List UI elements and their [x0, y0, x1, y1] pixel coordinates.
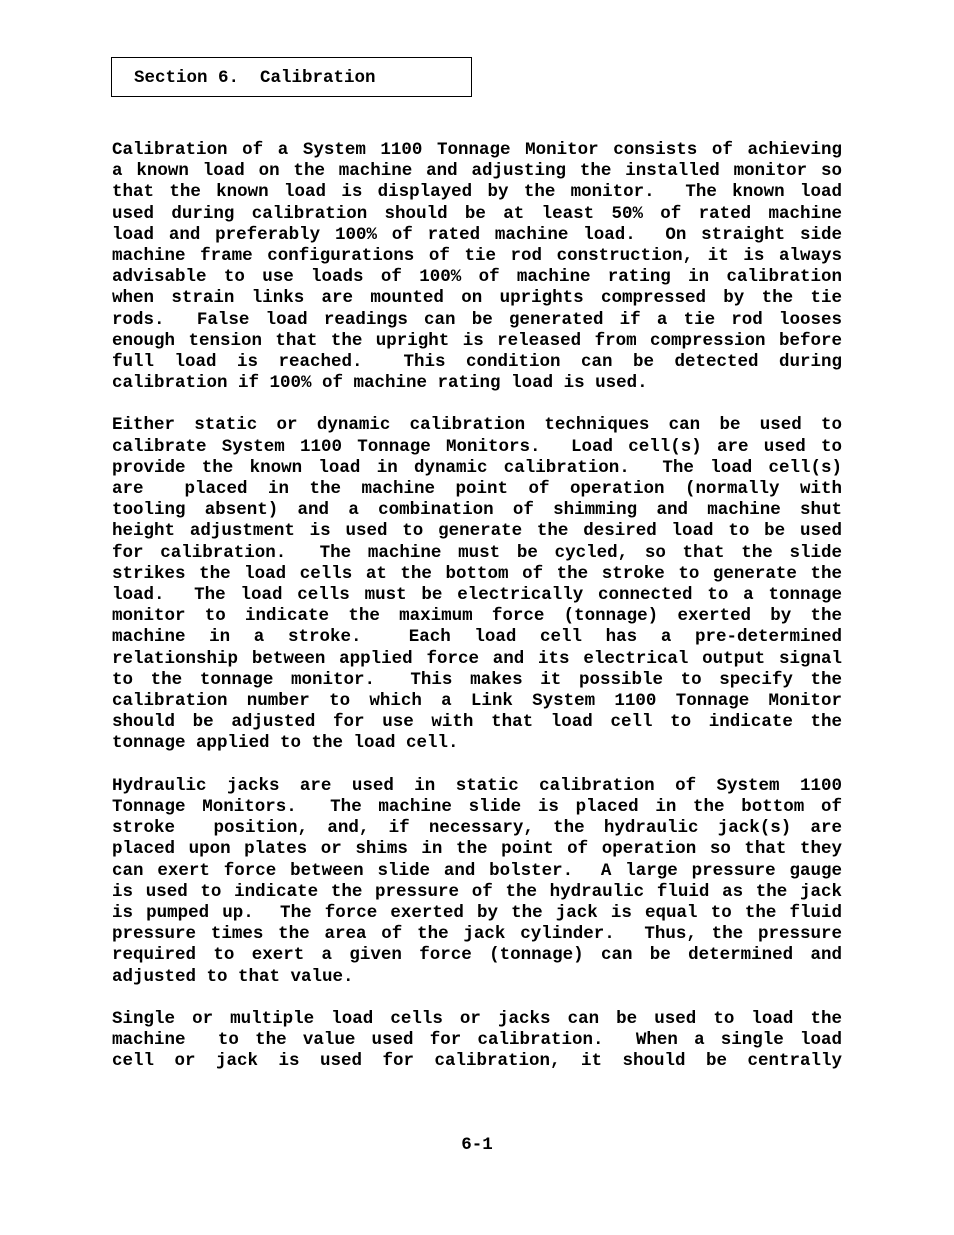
text-line: to the tonnage monitor. This makes it possible to specify the: [112, 669, 842, 690]
text-line: adjusted to that value.: [112, 966, 354, 987]
text-line: calibrate System 1100 Tonnage Monitors. Load cell(s) are used to: [112, 436, 842, 457]
section-title: Section 6. Calibration: [134, 68, 376, 88]
text-line: cell or jack is used for calibration, it should be centrally: [112, 1051, 842, 1072]
body-text: [112, 140, 842, 1093]
paragraph: [112, 776, 842, 988]
text-line: provide the known load in dynamic calibration. The load cell(s): [112, 457, 842, 478]
text-line: calibration number to which a Link System 1100 Tonnage Monitor: [112, 691, 842, 712]
text-line: placed upon plates or shims in the point of operation so that they: [112, 839, 842, 860]
text-line: should be adjusted for use with that load cell to indicate the: [112, 712, 842, 733]
section-header-box: [111, 57, 472, 97]
paragraph: [112, 140, 842, 394]
page-number: 6-1: [461, 1135, 493, 1155]
text-line: for calibration. The machine must be cycled, so that the slide: [112, 542, 842, 563]
text-line: that the known load is displayed by the monitor. The known load: [112, 182, 842, 203]
text-line: monitor to indicate the maximum force (tonnage) exerted by the: [112, 606, 842, 627]
text-line: Either static or dynamic calibration techniques can be used to: [112, 415, 842, 436]
text-line: load and preferably 100% of rated machine load. On straight side: [112, 224, 842, 245]
text-line: advisable to use loads of 100% of machine rating in calibration: [112, 267, 842, 288]
text-line: is used to indicate the pressure of the hydraulic fluid as the jack: [112, 881, 842, 902]
text-line: strikes the load cells at the bottom of the stroke to generate the: [112, 563, 842, 584]
text-line: stroke position, and, if necessary, the hydraulic jack(s) are: [112, 818, 842, 839]
text-line: tooling absent) and a combination of shimming and machine shut: [112, 500, 842, 521]
text-line: used during calibration should be at least 50% of rated machine: [112, 203, 842, 224]
paragraph: [112, 415, 842, 754]
text-line: Tonnage Monitors. The machine slide is placed in the bottom of: [112, 796, 842, 817]
text-line: machine in a stroke. Each load cell has a pre-determined: [112, 627, 842, 648]
text-line: Single or multiple load cells or jacks can be used to load the: [112, 1008, 842, 1029]
text-line: tonnage applied to the load cell.: [112, 733, 459, 754]
text-line: enough tension that the upright is released from compression before: [112, 330, 842, 351]
text-line: relationship between applied force and its electrical output signal: [112, 648, 842, 669]
text-line: rods. False load readings can be generated if a tie rod looses: [112, 309, 842, 330]
paragraph: [112, 1009, 842, 1073]
text-line: can exert force between slide and bolster. A large pressure gauge: [112, 860, 842, 881]
text-line: a known load on the machine and adjusting the installed monitor so: [112, 161, 842, 182]
text-line: calibration if 100% of machine rating load is used.: [112, 373, 648, 394]
text-line: required to exert a given force (tonnage) can be determined and: [112, 945, 842, 966]
text-line: pressure times the area of the jack cylinder. Thus, the pressure: [112, 924, 842, 945]
text-line: when strain links are mounted on uprights compressed by the tie: [112, 288, 842, 309]
text-line: full load is reached. This condition can be detected during: [112, 352, 842, 373]
text-line: Hydraulic jacks are used in static calibration of System 1100: [112, 775, 842, 796]
text-line: load. The load cells must be electrically connected to a tonnage: [112, 585, 842, 606]
text-line: machine frame configurations of tie rod construction, it is always: [112, 246, 842, 267]
text-line: is pumped up. The force exerted by the jack is equal to the fluid: [112, 902, 842, 923]
text-line: Calibration of a System 1100 Tonnage Monitor consists of achieving: [112, 140, 842, 160]
text-line: are placed in the machine point of operation (normally with: [112, 479, 842, 500]
text-line: machine to the value used for calibration. When a single load: [112, 1029, 842, 1050]
text-line: height adjustment is used to generate the desired load to be used: [112, 521, 842, 542]
